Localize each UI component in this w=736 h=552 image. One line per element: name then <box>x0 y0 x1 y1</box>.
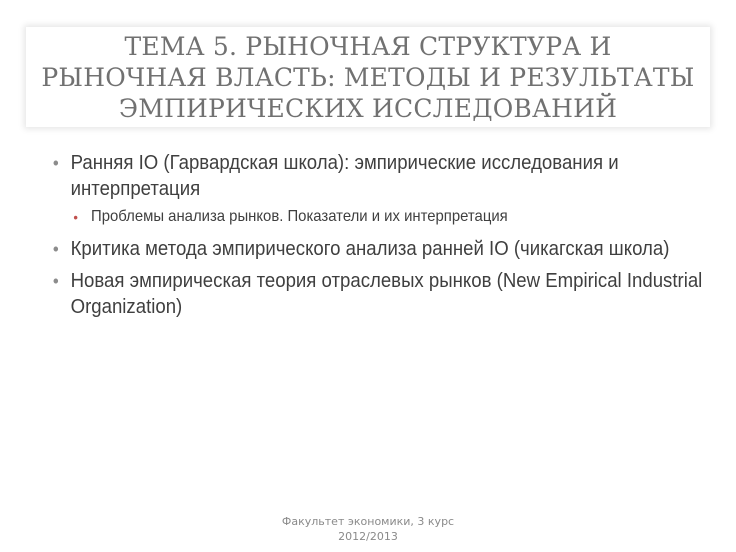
bullet-item <box>52 268 707 320</box>
bullet-list <box>52 150 703 326</box>
sub-bullet-dot-icon: • <box>73 209 78 225</box>
bullet-dot-icon: • <box>52 239 59 259</box>
footer-year: 2012/2013 <box>338 530 398 543</box>
bullet-item <box>52 236 707 262</box>
sub-bullet-text: Проблемы анализа рынков. Показатели и их интерпретация <box>91 208 508 225</box>
bullet-text: Критика метода эмпирического анализа ранней IO (чикагская школа) <box>70 238 670 260</box>
bullet-text: Ранняя IO (Гарвардская школа): эмпирические исследования и интерпретация <box>70 152 619 200</box>
title-box <box>26 27 710 127</box>
bullet-dot-icon: • <box>52 153 59 173</box>
slide-title: ТЕМА 5. РЫНОЧНАЯ СТРУКТУРА И РЫНОЧНАЯ ВЛАСТЬ: МЕТОДЫ И РЕЗУЛЬТАТЫ ЭМПИРИЧЕСКИХ ИССЛЕДОВАНИЙ <box>41 31 695 123</box>
footer-faculty: Факультет экономики, 3 курс <box>281 515 455 528</box>
slide-footer <box>0 514 736 544</box>
bullet-text: Новая эмпирическая теория отраслевых рынков (New Empirical Industrial Organization) <box>70 270 703 318</box>
bullet-dot-icon: • <box>52 271 59 291</box>
sub-bullet-item <box>52 206 728 228</box>
bullet-item <box>52 150 707 202</box>
